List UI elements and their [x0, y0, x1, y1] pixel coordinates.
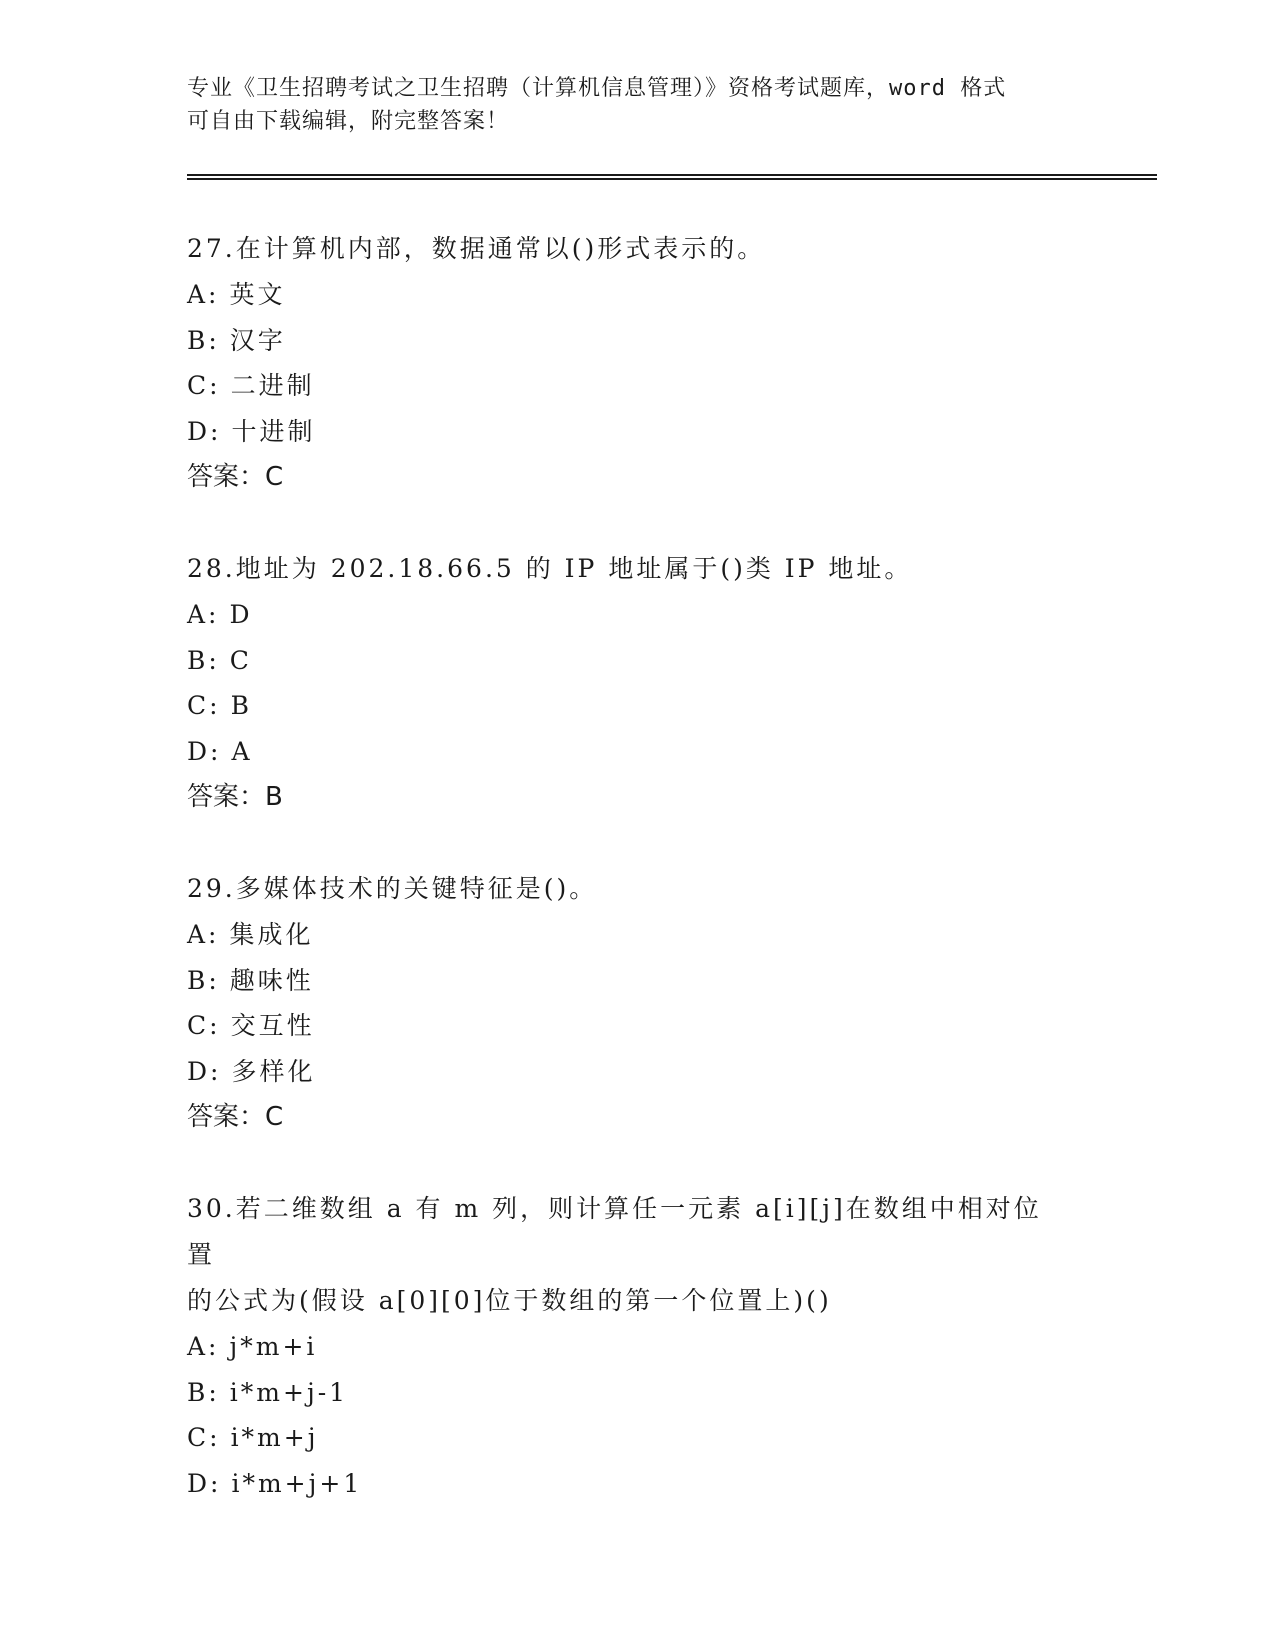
- option-b: [187, 318, 1157, 364]
- option-text: 多样化: [231, 1056, 316, 1086]
- option-d: [187, 729, 1157, 775]
- question-27: [187, 226, 1157, 500]
- option-text: i*m+j+1: [231, 1468, 363, 1498]
- option-label: B:: [187, 325, 220, 355]
- answer-line: 答案：C: [187, 1102, 284, 1132]
- option-b: [187, 1370, 1157, 1416]
- option-label: B:: [187, 1377, 220, 1407]
- header-intro-line-2: 可自由下载编辑，附完整答案！: [187, 109, 510, 134]
- option-d: [187, 409, 1157, 455]
- option-label: C:: [187, 1011, 221, 1040]
- option-text: 汉字: [229, 325, 286, 355]
- option-label: B:: [187, 965, 220, 995]
- header-double-rule: [187, 174, 1157, 180]
- option-text: 交互性: [230, 1011, 315, 1040]
- option-label: A:: [187, 920, 220, 949]
- document-page: [187, 72, 1157, 1552]
- option-text: j*m+i: [229, 1332, 318, 1361]
- question-stem-line-2: 的公式为(假设 a[0][0]位于数组的第一个位置上)(): [187, 1286, 832, 1315]
- option-b: [187, 638, 1157, 684]
- option-a: [187, 272, 1157, 318]
- option-label: D:: [187, 416, 222, 446]
- question-stem: 29.多媒体技术的关键特征是()。: [187, 874, 598, 903]
- question-stem-line-1: 30.若二维数组 a 有 m 列，则计算任一元素 a[i][j]在数组中相对位置: [187, 1194, 1042, 1269]
- question-29: [187, 866, 1157, 1140]
- option-label: C:: [187, 691, 221, 720]
- option-a: [187, 592, 1157, 638]
- option-text: C: [229, 645, 252, 675]
- option-a: [187, 1324, 1157, 1370]
- option-label: C:: [187, 1423, 221, 1452]
- option-text: 英文: [229, 280, 286, 309]
- answer-line: 答案：B: [187, 782, 283, 812]
- option-label: B:: [187, 645, 220, 675]
- option-a: [187, 912, 1157, 958]
- option-b: [187, 958, 1157, 1004]
- option-d: [187, 1049, 1157, 1095]
- option-c: [187, 1003, 1157, 1049]
- header-intro-line-1: 专业《卫生招聘考试之卫生招聘（计算机信息管理）》资格考试题库，word 格式: [187, 76, 1007, 101]
- option-text: i*m+j: [230, 1423, 319, 1452]
- option-text: D: [229, 600, 253, 629]
- option-d: [187, 1461, 1157, 1507]
- question-30: [187, 1186, 1157, 1506]
- option-label: A:: [187, 1332, 220, 1361]
- option-text: 十进制: [231, 416, 316, 446]
- option-c: [187, 1415, 1157, 1461]
- option-text: 二进制: [230, 371, 315, 400]
- option-text: A: [231, 736, 253, 766]
- option-label: C:: [187, 371, 221, 400]
- option-c: [187, 363, 1157, 409]
- answer-line: 答案：C: [187, 462, 284, 492]
- option-label: D:: [187, 1468, 222, 1498]
- option-text: 集成化: [229, 920, 314, 949]
- option-c: [187, 683, 1157, 729]
- question-stem: 27.在计算机内部，数据通常以()形式表示的。: [187, 234, 766, 263]
- option-text: B: [230, 691, 252, 720]
- option-text: 趣味性: [229, 965, 314, 995]
- document-header: [187, 72, 1067, 138]
- option-label: A:: [187, 280, 220, 309]
- question-stem: 28.地址为 202.18.66.5 的 IP 地址属于()类 IP 地址。: [187, 554, 913, 583]
- option-label: A:: [187, 600, 220, 629]
- question-list: [187, 226, 1157, 1506]
- question-28: [187, 546, 1157, 820]
- option-text: i*m+j-1: [229, 1377, 349, 1407]
- option-label: D:: [187, 1056, 222, 1086]
- option-label: D:: [187, 736, 222, 766]
